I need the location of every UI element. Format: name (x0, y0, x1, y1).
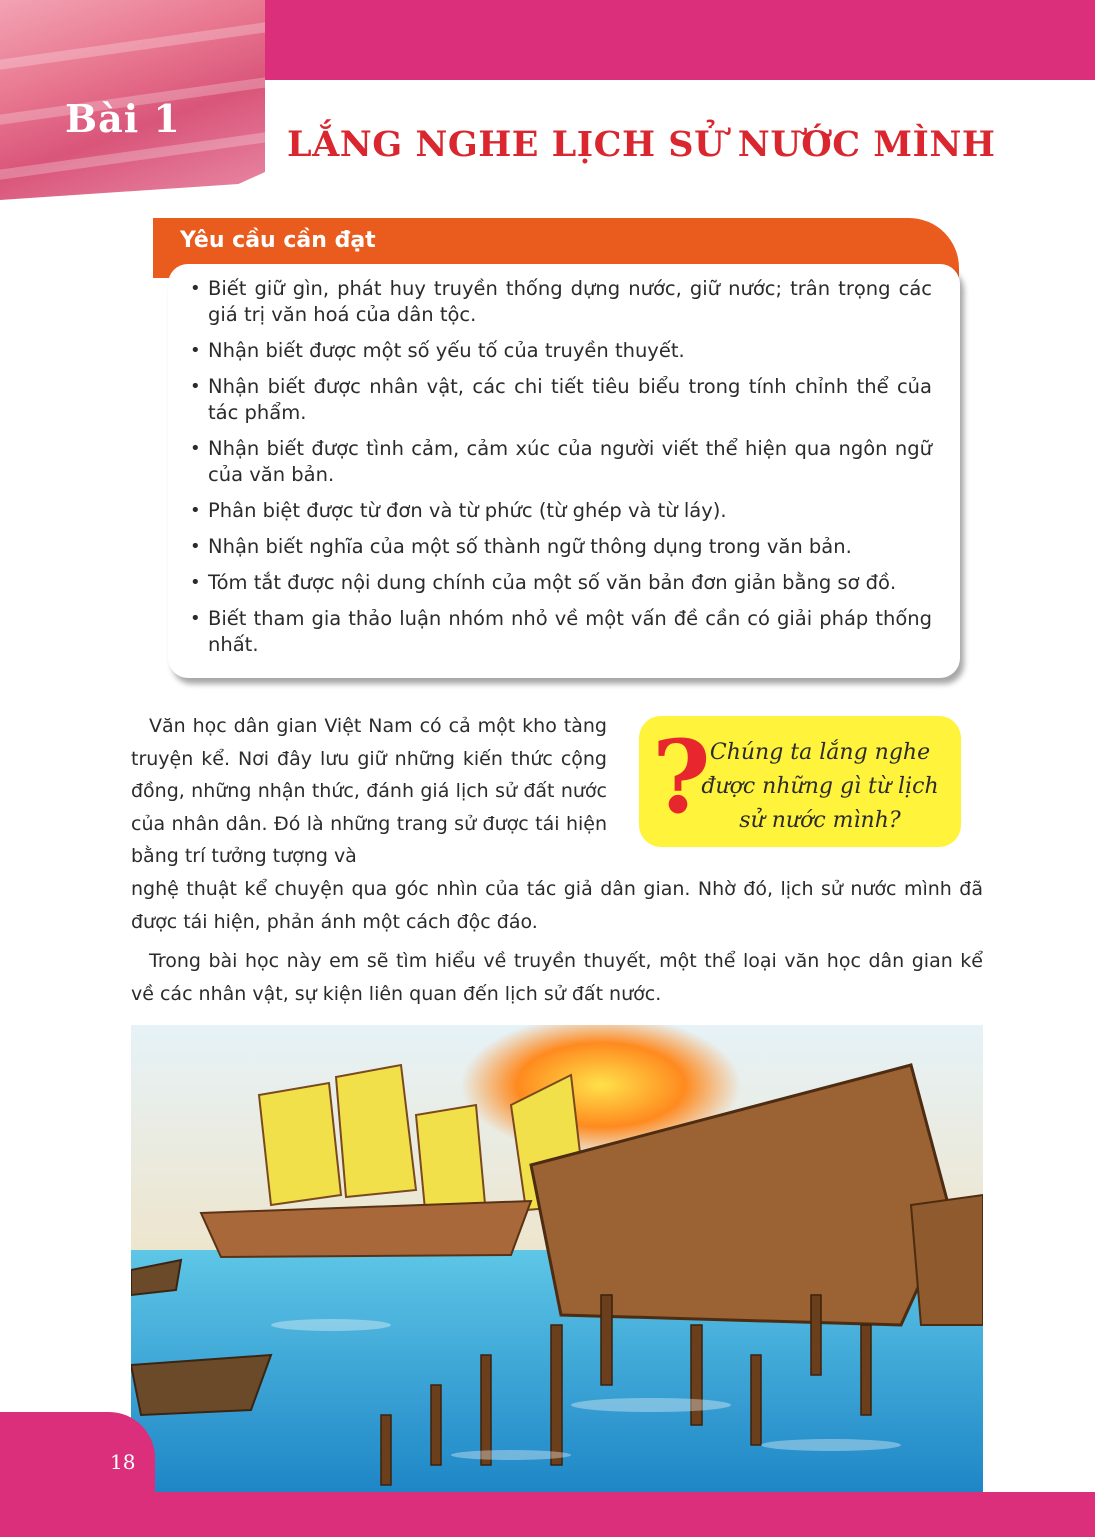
question-mark-icon: ? (652, 718, 711, 836)
page-tab (0, 1412, 155, 1537)
requirement-item: • Biết tham gia thảo luận nhóm nhỏ về một vấn đề cần có giải pháp thống nhất. (190, 606, 932, 658)
question-text: Chúng ta lắng nghe được những gì từ lịch sử nước mình? (701, 740, 939, 833)
intro-paragraph-part2: nghệ thuật kể chuyện qua góc nhìn của tác giả dân gian. Nhờ đó, lịch sử nước mình đã được tái hiện, phản ánh một cách độc đáo. (131, 878, 983, 933)
requirement-item: • Nhận biết được một số yếu tố của truyền thuyết. (190, 338, 932, 364)
lesson-title: LẮNG NGHE LỊCH SỬ NƯỚC MÌNH (287, 124, 996, 165)
intro-paragraph-part1: Văn học dân gian Việt Nam có cả một kho tàng truyện kể. Nơi đây lưu giữ những kiến thức cộng đồng, những nhận thức, đánh giá lịch sử đất nước của nhân dân. Đó là những trang sử được tái hiện bằng trí tưởng tượng và (131, 715, 607, 868)
lesson-tag: Bài 1 (65, 96, 181, 141)
requirement-item: • Nhận biết được nhân vật, các chi tiết tiêu biểu trong tính chỉnh thể của tác phẩm. (190, 374, 932, 426)
requirement-item: • Nhận biết được tình cảm, cảm xúc của người viết thể hiện qua ngôn ngữ của văn bản. (190, 436, 932, 488)
requirement-item: • Biết giữ gìn, phát huy truyền thống dựng nước, giữ nước; trân trọng các giá trị văn hoá của dân tộc. (190, 276, 932, 328)
page-number: 18 (110, 1450, 136, 1474)
battle-illustration (131, 1025, 983, 1492)
requirement-item: • Phân biệt được từ đơn và từ phức (từ ghép và từ láy). (190, 498, 932, 524)
intro-paragraph-2: Trong bài học này em sẽ tìm hiểu về truyền thuyết, một thể loại văn học dân gian kể về các nhân vật, sự kiện liên quan đến lịch sử đất nước. (131, 950, 983, 1005)
requirements-title: Yêu cầu cần đạt (180, 228, 376, 253)
requirement-item: • Nhận biết nghĩa của một số thành ngữ thông dụng trong văn bản. (190, 534, 932, 560)
requirement-item: • Tóm tắt được nội dung chính của một số văn bản đơn giản bằng sơ đồ. (190, 570, 932, 596)
requirements-list (190, 276, 932, 668)
bottom-band (0, 1492, 1095, 1537)
